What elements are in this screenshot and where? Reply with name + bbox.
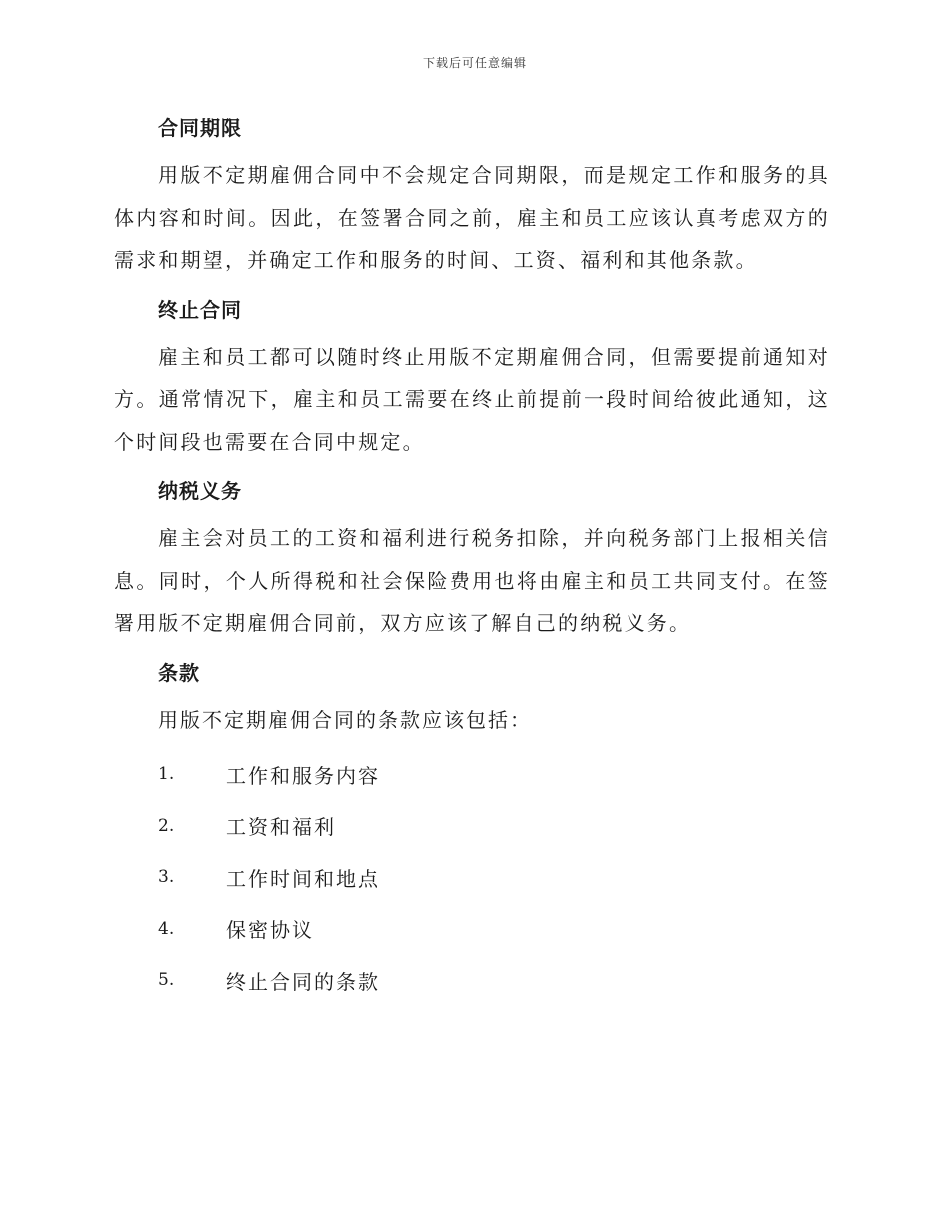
section-paragraph: 雇主和员工都可以随时终止用版不定期雇佣合同，但需要提前通知对方。通常情况下，雇主和员工需要在终止前提前一段时间给彼此通知，这个时间段也需要在合同中规定。 (114, 344, 830, 454)
list-number: 4. (158, 918, 175, 939)
list-number: 3. (158, 867, 175, 888)
section-title: 条款 (158, 660, 200, 685)
list-number: 5. (158, 970, 175, 991)
list-item (114, 800, 830, 852)
list-item (114, 852, 830, 904)
list-text: 保密协议 (226, 918, 314, 943)
section-title: 终止合同 (158, 297, 242, 322)
section-paragraph: 用版不定期雇佣合同中不会规定合同期限，而是规定工作和服务的具体内容和时间。因此，在签署合同之前，雇主和员工应该认真考虑双方的需求和期望，并确定工作和服务的时间、工资、福利和其他条款。 (114, 163, 830, 272)
section-title: 合同期限 (158, 116, 242, 140)
list-item (114, 955, 830, 1007)
terms-intro: 用版不定期雇佣合同的条款应该包括： (158, 707, 532, 732)
section-termination (114, 290, 830, 464)
list-text: 终止合同的条款 (226, 969, 380, 994)
section-paragraph: 雇主会对员工的工资和福利进行税务扣除，并向税务部门上报相关信息。同时，个人所得税和社会保险费用也将由雇主和员工共同支付。在签署用版不定期雇佣合同前，双方应该了解自己的纳税义务。 (114, 526, 830, 635)
list-text: 工作和服务内容 (226, 763, 380, 788)
list-text: 工资和福利 (226, 815, 336, 840)
list-item (114, 749, 830, 801)
header-note: 下载后可任意编辑 (422, 56, 527, 70)
section-contract-term (114, 108, 830, 282)
terms-list (114, 749, 830, 1007)
document-body (114, 108, 830, 1006)
section-terms (114, 653, 830, 1007)
list-text: 工作时间和地点 (226, 866, 380, 891)
list-number: 1. (158, 764, 175, 785)
list-item (114, 903, 830, 955)
section-tax-obligation (114, 471, 830, 645)
list-number: 2. (158, 815, 175, 836)
section-title: 纳税义务 (158, 479, 242, 503)
